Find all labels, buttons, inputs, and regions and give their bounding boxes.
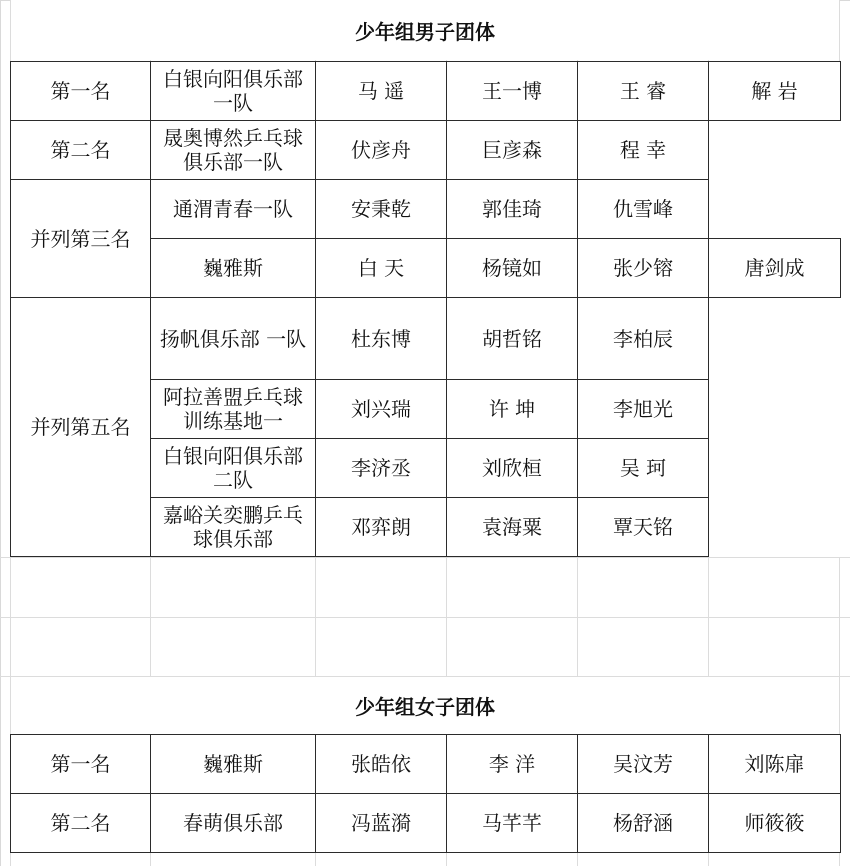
rank-cell: 并列第三名 [11, 180, 151, 298]
player-cell: 杨镜如 [447, 239, 578, 298]
empty-cell [709, 180, 841, 239]
player-cell: 邓弈朗 [316, 498, 447, 557]
rank-cell: 第二名 [11, 794, 151, 853]
player-cell: 郭佳琦 [447, 180, 578, 239]
player-cell: 仇雪峰 [578, 180, 709, 239]
boys-section-title: 少年组男子团体 [355, 19, 495, 44]
team-cell: 扬帆俱乐部 一队 [151, 298, 316, 380]
girls-results-table [10, 734, 841, 853]
player-cell: 胡哲铭 [447, 298, 578, 380]
player-cell: 李济丞 [316, 439, 447, 498]
player-cell: 马 遥 [316, 62, 447, 121]
empty-cell [709, 498, 841, 557]
team-cell: 阿拉善盟乒乓球训练基地一 [151, 380, 316, 439]
player-cell: 李柏辰 [578, 298, 709, 380]
player-cell: 马芊芊 [447, 794, 578, 853]
player-cell: 师筱筱 [709, 794, 841, 853]
gridline-h [0, 617, 850, 618]
player-cell: 白 天 [316, 239, 447, 298]
player-cell: 吴 珂 [578, 439, 709, 498]
team-cell: 通渭青春一队 [151, 180, 316, 239]
boys-results-table [10, 61, 841, 557]
gridline-h [0, 557, 850, 558]
player-cell: 程 幸 [578, 121, 709, 180]
table-row [11, 121, 841, 180]
player-cell: 伏彦舟 [316, 121, 447, 180]
player-cell: 李旭光 [578, 380, 709, 439]
empty-cell [709, 439, 841, 498]
team-cell: 春萌俱乐部 [151, 794, 316, 853]
player-cell: 张皓依 [316, 735, 447, 794]
team-cell: 巍雅斯 [151, 239, 316, 298]
player-cell: 刘陈扉 [709, 735, 841, 794]
player-cell: 巨彦森 [447, 121, 578, 180]
team-cell: 嘉峪关奕鹏乒乓球俱乐部 [151, 498, 316, 557]
player-cell: 王 睿 [578, 62, 709, 121]
player-cell: 杜东博 [316, 298, 447, 380]
player-cell: 杨舒涵 [578, 794, 709, 853]
team-cell: 白银向阳俱乐部一队 [151, 62, 316, 121]
empty-cell [709, 298, 841, 380]
girls-section-title: 少年组女子团体 [355, 695, 495, 719]
table-row [11, 298, 841, 380]
rank-cell: 并列第五名 [11, 298, 151, 557]
rank-cell: 第一名 [11, 735, 151, 794]
player-cell: 刘欣桓 [447, 439, 578, 498]
rank-cell: 第二名 [11, 121, 151, 180]
team-cell: 晟奥博然乒乓球俱乐部一队 [151, 121, 316, 180]
player-cell: 张少镕 [578, 239, 709, 298]
player-cell: 许 坤 [447, 380, 578, 439]
table-row [11, 62, 841, 121]
player-cell: 王一博 [447, 62, 578, 121]
player-cell: 李 洋 [447, 735, 578, 794]
player-cell: 刘兴瑞 [316, 380, 447, 439]
table-row [11, 180, 841, 239]
player-cell: 冯蓝漪 [316, 794, 447, 853]
team-cell: 白银向阳俱乐部二队 [151, 439, 316, 498]
player-cell: 解 岩 [709, 62, 841, 121]
player-cell: 唐剑成 [709, 239, 841, 298]
player-cell: 安秉乾 [316, 180, 447, 239]
table-row [11, 735, 841, 794]
player-cell: 吴汶芳 [578, 735, 709, 794]
team-cell: 巍雅斯 [151, 735, 316, 794]
player-cell: 覃天铭 [578, 498, 709, 557]
rank-cell: 第一名 [11, 62, 151, 121]
table-row [11, 794, 841, 853]
player-cell: 袁海粟 [447, 498, 578, 557]
empty-cell [709, 121, 841, 180]
empty-cell [709, 380, 841, 439]
